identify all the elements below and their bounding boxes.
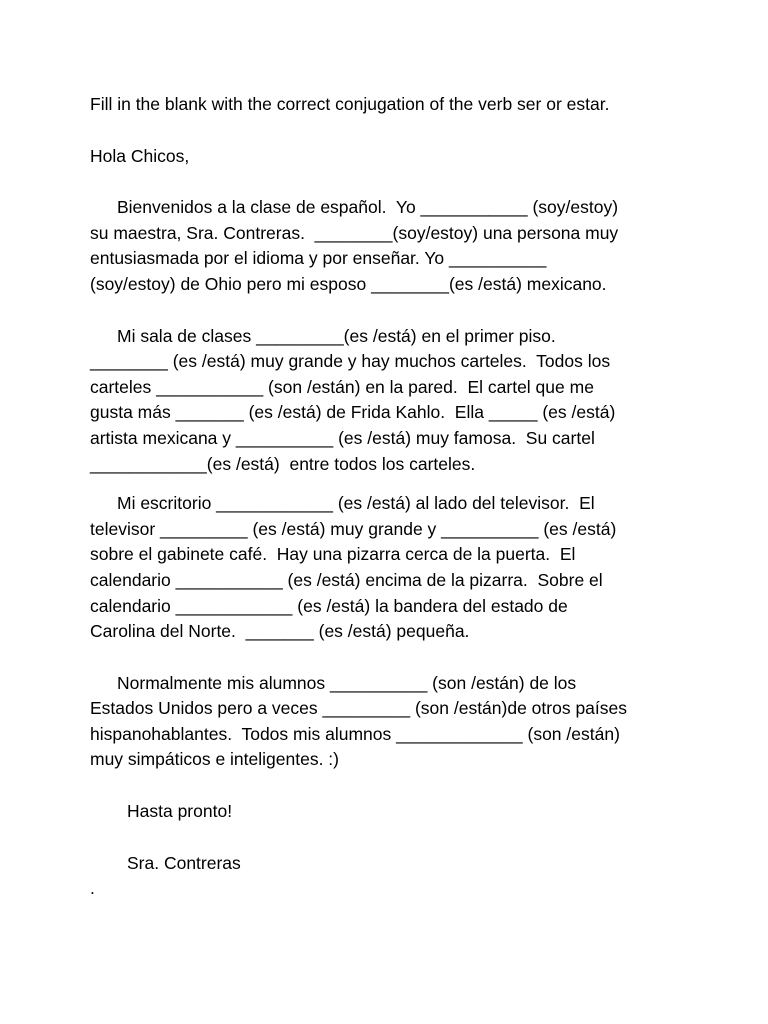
greeting: Hola Chicos, [90,145,190,166]
paragraph-4-line: hispanohablantes. Todos mis alumnos _____________ (son /están) [90,723,620,744]
paragraph-2-line: ________ (es /está) muy grande y hay muchos carteles. Todos los [90,351,611,372]
paragraph-3-line: calendario ____________ (es /está) la bandera del estado de [90,595,568,616]
paragraph-3-line: Carolina del Norte. _______ (es /está) pequeña. [90,621,470,642]
worksheet-document [90,92,690,902]
paragraph-2-line: Mi sala de clases _________(es /está) en el primer piso. [117,325,556,346]
closing: Hasta pronto! [127,801,233,822]
paragraph-2-line: ____________(es /está) entre todos los carteles. [90,453,476,474]
paragraph-1-line: entusiasmada por el idioma y por enseñar. Yo __________ [90,248,547,269]
paragraph-1-line: (soy/estoy) de Ohio pero mi esposo ________(es /está) mexicano. [90,273,607,294]
paragraph-3-line: Mi escritorio ____________ (es /está) al lado del televisor. El [117,493,595,514]
trailing-mark: . [90,878,95,899]
paragraph-4 [90,671,690,773]
signature: Sra. Contreras [127,852,241,873]
paragraph-4-line: muy simpáticos e inteligentes. :) [90,749,339,770]
paragraph-3-line: calendario ___________ (es /está) encima de la pizarra. Sobre el [90,569,603,590]
paragraph-3-line: televisor _________ (es /está) muy grande y __________ (es /está) [90,518,617,539]
paragraph-1-line: su maestra, Sra. Contreras. ________(soy/estoy) una persona muy [90,222,619,243]
paragraph-2-line: artista mexicana y __________ (es /está) muy famosa. Su cartel [90,427,595,448]
paragraph-4-line: Estados Unidos pero a veces _________ (son /están)de otros países [90,698,628,719]
paragraph-1-line: Bienvenidos a la clase de español. Yo ___________ (soy/estoy) [117,197,619,218]
paragraph-2 [90,324,690,478]
paragraph-1 [90,195,690,297]
paragraph-3-line: sobre el gabinete café. Hay una pizarra cerca de la puerta. El [90,544,576,565]
instructions: Fill in the blank with the correct conjugation of the verb ser or estar. [90,94,610,114]
paragraph-4-line: Normalmente mis alumnos __________ (son /están) de los [117,672,577,693]
paragraph-3 [90,491,690,645]
paragraph-2-line: gusta más _______ (es /está) de Frida Kahlo. Ella _____ (es /está) [90,402,616,423]
paragraph-2-line: carteles ___________ (son /están) en la pared. El cartel que me [90,376,594,397]
